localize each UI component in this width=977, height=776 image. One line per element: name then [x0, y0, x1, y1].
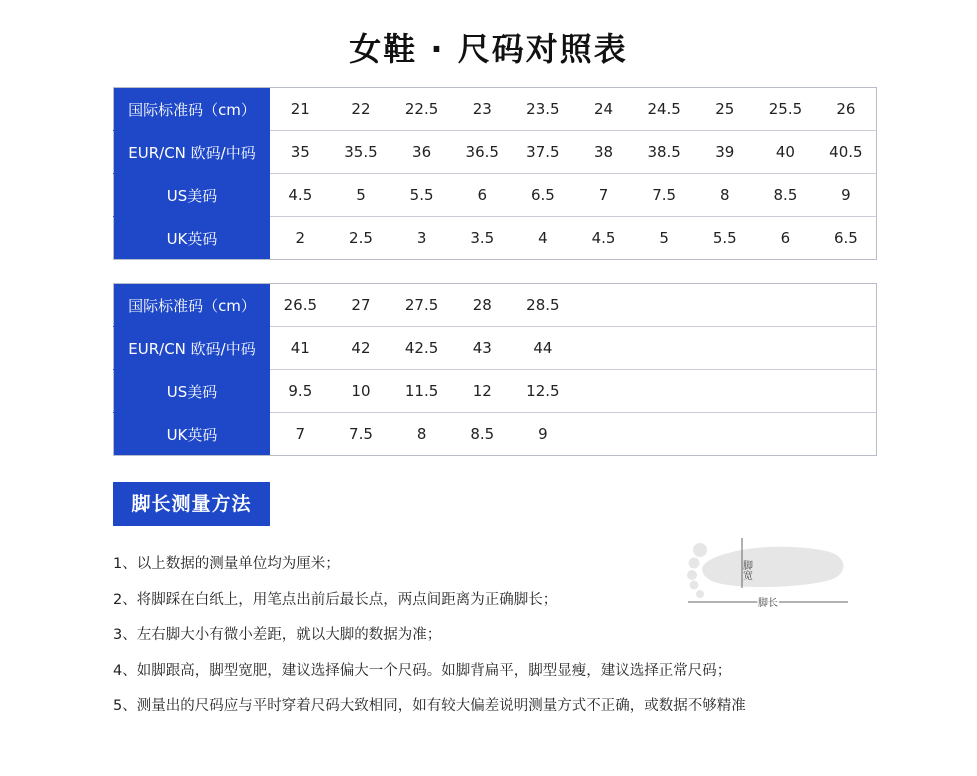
size-cell: 8 — [416, 425, 427, 443]
size-cell — [816, 284, 877, 327]
size-cell: 7 — [295, 425, 306, 443]
measurement-notes — [113, 552, 746, 730]
size-cell: 3 — [416, 229, 427, 247]
size-cell: 8.5 — [470, 425, 495, 443]
size-cell: 9 — [816, 174, 877, 217]
size-cell: 42 — [331, 327, 392, 370]
size-cell — [694, 284, 755, 327]
size-cell — [816, 370, 877, 413]
size-cell: 9.5 — [270, 370, 331, 413]
row-header: 国际标准码（cm） — [114, 88, 271, 131]
size-cell — [573, 370, 634, 413]
size-cell: 12.5 — [513, 370, 574, 413]
size-cell: 6.5 — [833, 229, 858, 247]
size-cell — [573, 413, 634, 456]
size-cell: 36.5 — [452, 131, 513, 174]
row-header: 国际标准码（cm） — [114, 284, 271, 327]
size-cell: 21 — [270, 88, 331, 131]
size-cell: 7.5 — [349, 425, 373, 443]
size-cell: 28 — [452, 284, 513, 327]
size-cell: 7.5 — [634, 174, 695, 217]
size-cell — [755, 327, 816, 370]
size-cell: 6 — [452, 174, 513, 217]
size-cell: 22.5 — [391, 88, 452, 131]
size-cell: 23.5 — [513, 88, 574, 131]
size-cell: 12 — [452, 370, 513, 413]
cm-row — [114, 88, 877, 131]
page-title: 女鞋 · 尺码对照表 — [349, 30, 628, 68]
size-cell: 40.5 — [816, 131, 877, 174]
us-row — [114, 370, 877, 413]
size-cell: 5.5 — [712, 229, 737, 247]
size-cell: 5 — [659, 229, 669, 247]
size-cell: 8 — [694, 174, 755, 217]
size-cell: 9 — [538, 425, 548, 443]
row-header: EUR/CN 欧码/中码 — [114, 131, 271, 174]
size-cell: 37.5 — [513, 131, 574, 174]
us-row — [114, 174, 877, 217]
size-table-1 — [113, 87, 877, 260]
size-cell: 2 — [295, 229, 306, 247]
row-header: EUR/CN 欧码/中码 — [114, 327, 271, 370]
size-cell: 4.5 — [270, 174, 331, 217]
size-cell: 10 — [331, 370, 392, 413]
size-cell: 4 — [538, 229, 548, 247]
width-label: 脚宽 — [740, 560, 752, 580]
size-cell: 26.5 — [270, 284, 331, 327]
size-cell — [755, 284, 816, 327]
size-cell: 24 — [573, 88, 634, 131]
size-cell: 41 — [270, 327, 331, 370]
row-header: US美码 — [114, 174, 271, 217]
size-cell: 27.5 — [391, 284, 452, 327]
uk-row — [114, 413, 877, 456]
size-cell: 22 — [331, 88, 392, 131]
size-cell — [573, 284, 634, 327]
size-cell: 24.5 — [634, 88, 695, 131]
size-cell: 44 — [513, 327, 574, 370]
size-cell — [694, 370, 755, 413]
size-cell: 28.5 — [513, 284, 574, 327]
footprint-icon — [687, 543, 844, 598]
size-cell — [634, 370, 695, 413]
size-cell — [573, 327, 634, 370]
size-cell: 38 — [573, 131, 634, 174]
size-cell: 25 — [694, 88, 755, 131]
note-item: 2、将脚踩在白纸上，用笔点出前后最长点，两点间距离为正确脚长； — [113, 591, 558, 608]
size-cell — [755, 413, 816, 456]
size-cell: 2.5 — [349, 229, 373, 247]
size-cell: 7 — [573, 174, 634, 217]
row-header: UK英码 — [114, 413, 271, 456]
uk-row — [114, 217, 877, 260]
eur-cn-row — [114, 327, 877, 370]
size-cell: 27 — [331, 284, 392, 327]
size-cell — [816, 413, 877, 456]
note-item: 5、测量出的尺码应与平时穿着尺码大致相同，如有较大偏差说明测量方式不正确，或数据不够精准 — [113, 698, 746, 714]
size-cell: 43 — [452, 327, 513, 370]
eur-cn-row — [114, 131, 877, 174]
size-cell: 23 — [452, 88, 513, 131]
size-cell — [816, 327, 877, 370]
size-cell — [694, 327, 755, 370]
size-cell: 38.5 — [634, 131, 695, 174]
size-cell: 39 — [694, 131, 755, 174]
size-cell: 6 — [780, 229, 791, 247]
size-cell: 5.5 — [391, 174, 452, 217]
size-cell: 5 — [331, 174, 392, 217]
row-header: UK英码 — [114, 217, 271, 260]
section-title: 脚长测量方法 — [113, 482, 270, 526]
size-cell: 11.5 — [391, 370, 452, 413]
size-cell: 35 — [270, 131, 331, 174]
size-cell — [634, 413, 695, 456]
note-item: 4、如脚跟高，脚型宽肥，建议选择偏大一个尺码。如脚背扁平，脚型显瘦，建议选择正常尺码； — [113, 662, 732, 679]
size-cell: 35.5 — [331, 131, 392, 174]
size-cell — [694, 413, 755, 456]
size-cell: 25.5 — [755, 88, 816, 131]
size-cell — [634, 284, 695, 327]
size-cell: 36 — [391, 131, 452, 174]
row-header: US美码 — [114, 370, 271, 413]
footprint-diagram — [680, 530, 860, 610]
size-cell — [755, 370, 816, 413]
note-item: 1、以上数据的测量单位均为厘米； — [113, 556, 340, 572]
size-cell: 42.5 — [391, 327, 452, 370]
size-cell: 26 — [816, 88, 877, 131]
size-cell: 4.5 — [591, 229, 616, 247]
size-cell: 6.5 — [513, 174, 574, 217]
cm-row — [114, 284, 877, 327]
size-cell — [634, 327, 695, 370]
size-cell: 40 — [755, 131, 816, 174]
size-cell: 8.5 — [755, 174, 816, 217]
note-item: 3、左右脚大小有微小差距，就以大脚的数据为准； — [113, 627, 442, 643]
size-table-2 — [113, 283, 877, 456]
size-cell: 3.5 — [470, 229, 495, 247]
length-label: 脚长 — [758, 598, 778, 609]
